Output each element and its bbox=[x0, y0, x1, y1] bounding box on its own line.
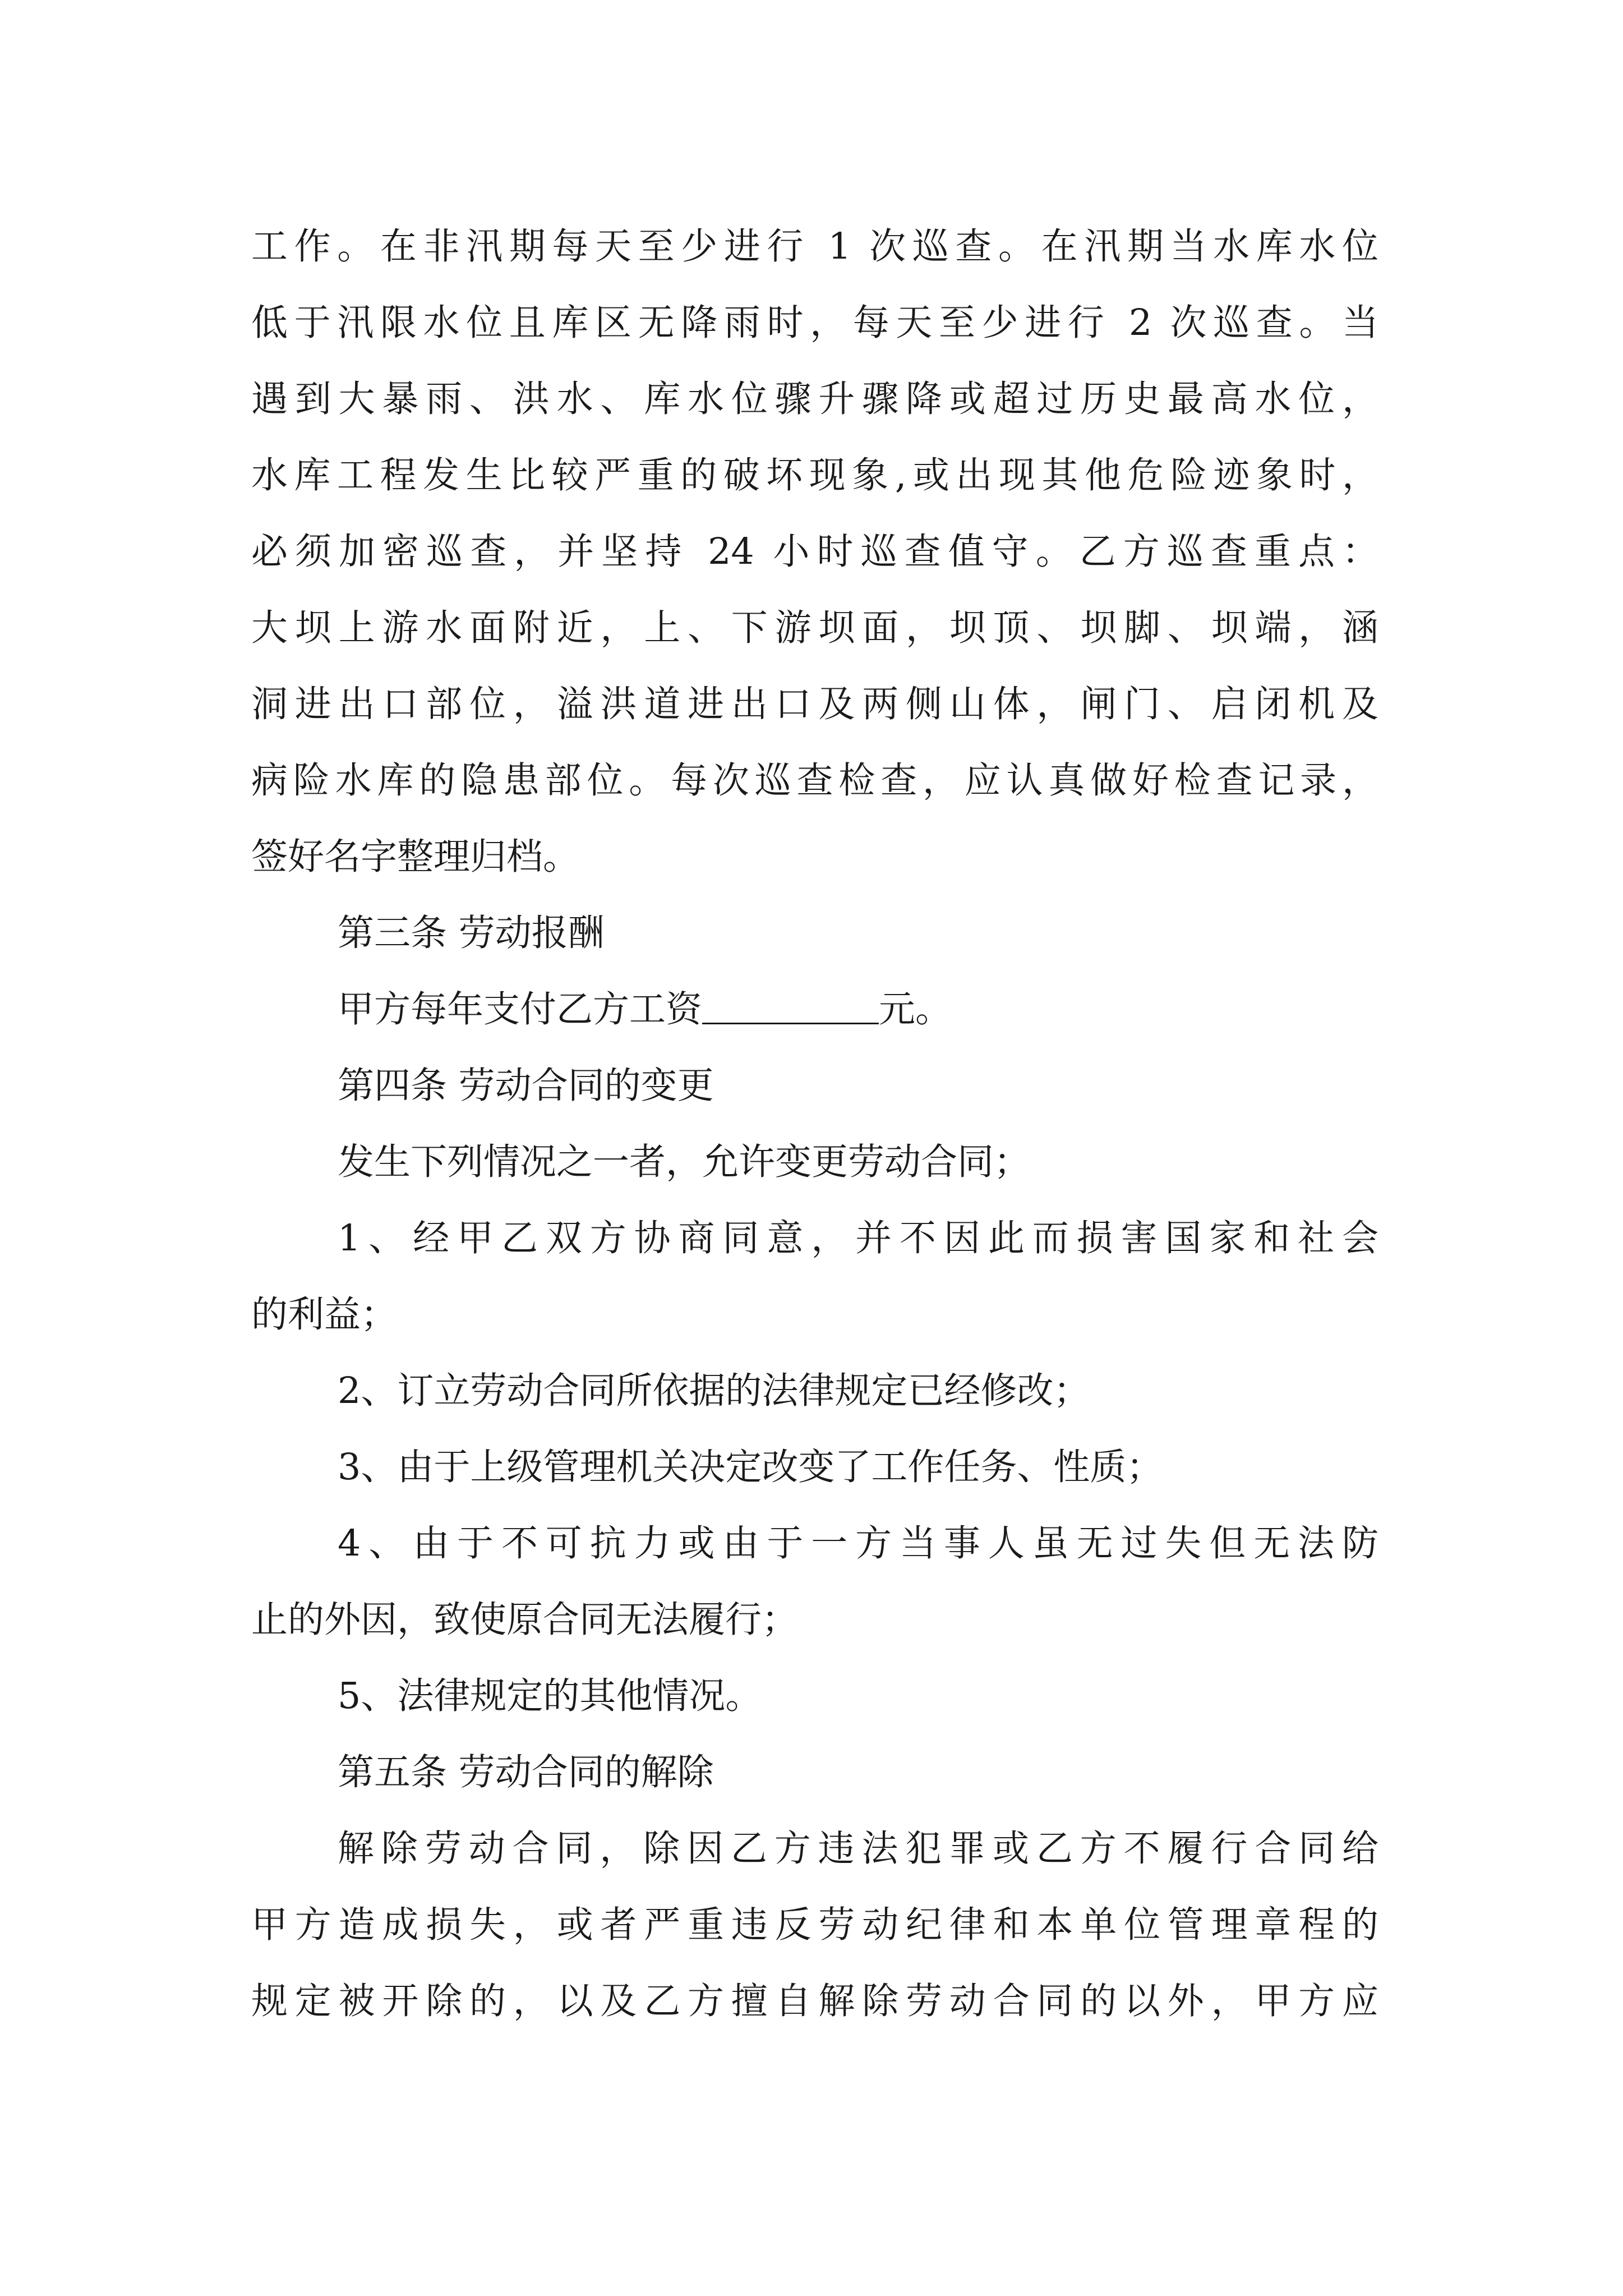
body-line: 签好名字整理归档。 bbox=[251, 836, 580, 878]
body-line: 大坝上游水面附近，上、下游坝面，坝顶、坝脚、坝端，涵 bbox=[251, 607, 1378, 649]
body-line: 规定被开除的，以及乙方擅自解除劳动合同的以外，甲方应 bbox=[251, 1980, 1378, 2022]
list-item: 4、由于不可抗力或由于一方当事人虽无过失但无法防 bbox=[338, 1522, 1378, 1565]
body-line: 的利益； bbox=[251, 1294, 398, 1336]
section-heading-4: 第四条 劳动合同的变更 bbox=[338, 1065, 714, 1107]
wage-text: 甲方每年支付乙方工资 bbox=[338, 988, 703, 1030]
list-item: 5、法律规定的其他情况。 bbox=[338, 1675, 762, 1717]
body-line: 水库工程发生比较严重的破坏现象,或出现其他危险迹象时， bbox=[251, 454, 1378, 496]
wage-blank bbox=[702, 984, 879, 1024]
body-line: 解除劳动合同，除因乙方违法犯罪或乙方不履行合同给 bbox=[338, 1828, 1378, 1870]
body-line: 止的外因，致使原合同无法履行； bbox=[251, 1599, 799, 1641]
body-line: 甲方造成损失，或者严重违反劳动纪律和本单位管理章程的 bbox=[251, 1904, 1378, 1946]
section-heading-5: 第五条 劳动合同的解除 bbox=[338, 1751, 714, 1793]
wage-unit: 元。 bbox=[879, 988, 952, 1030]
body-line: 遇到大暴雨、洪水、库水位骤升骤降或超过历史最高水位， bbox=[251, 378, 1378, 420]
section-heading-3: 第三条 劳动报酬 bbox=[338, 912, 605, 954]
body-line: 必须加密巡查，并坚持 24 小时巡查值守。乙方巡查重点： bbox=[251, 531, 1378, 573]
body-line: 病险水库的隐患部位。每次巡查检查，应认真做好检查记录， bbox=[251, 760, 1378, 802]
list-item: 2、订立劳动合同所依据的法律规定已经修改； bbox=[338, 1370, 1090, 1412]
list-item: 1、经甲乙双方协商同意，并不因此而损害国家和社会 bbox=[338, 1217, 1378, 1259]
wage-line bbox=[251, 984, 1378, 1061]
list-item: 3、由于上级管理机关决定改变了工作任务、性质； bbox=[338, 1446, 1163, 1488]
body-line: 发生下列情况之一者，允许变更劳动合同； bbox=[338, 1141, 1031, 1183]
body-line: 工作。在非汛期每天至少进行 1 次巡查。在汛期当水库水位 bbox=[251, 226, 1378, 268]
document-page bbox=[251, 222, 1378, 2053]
body-line: 低于汛限水位且库区无降雨时，每天至少进行 2 次巡查。当 bbox=[251, 302, 1378, 344]
body-line: 洞进出口部位，溢洪道进出口及两侧山体，闸门、启闭机及 bbox=[251, 683, 1378, 725]
